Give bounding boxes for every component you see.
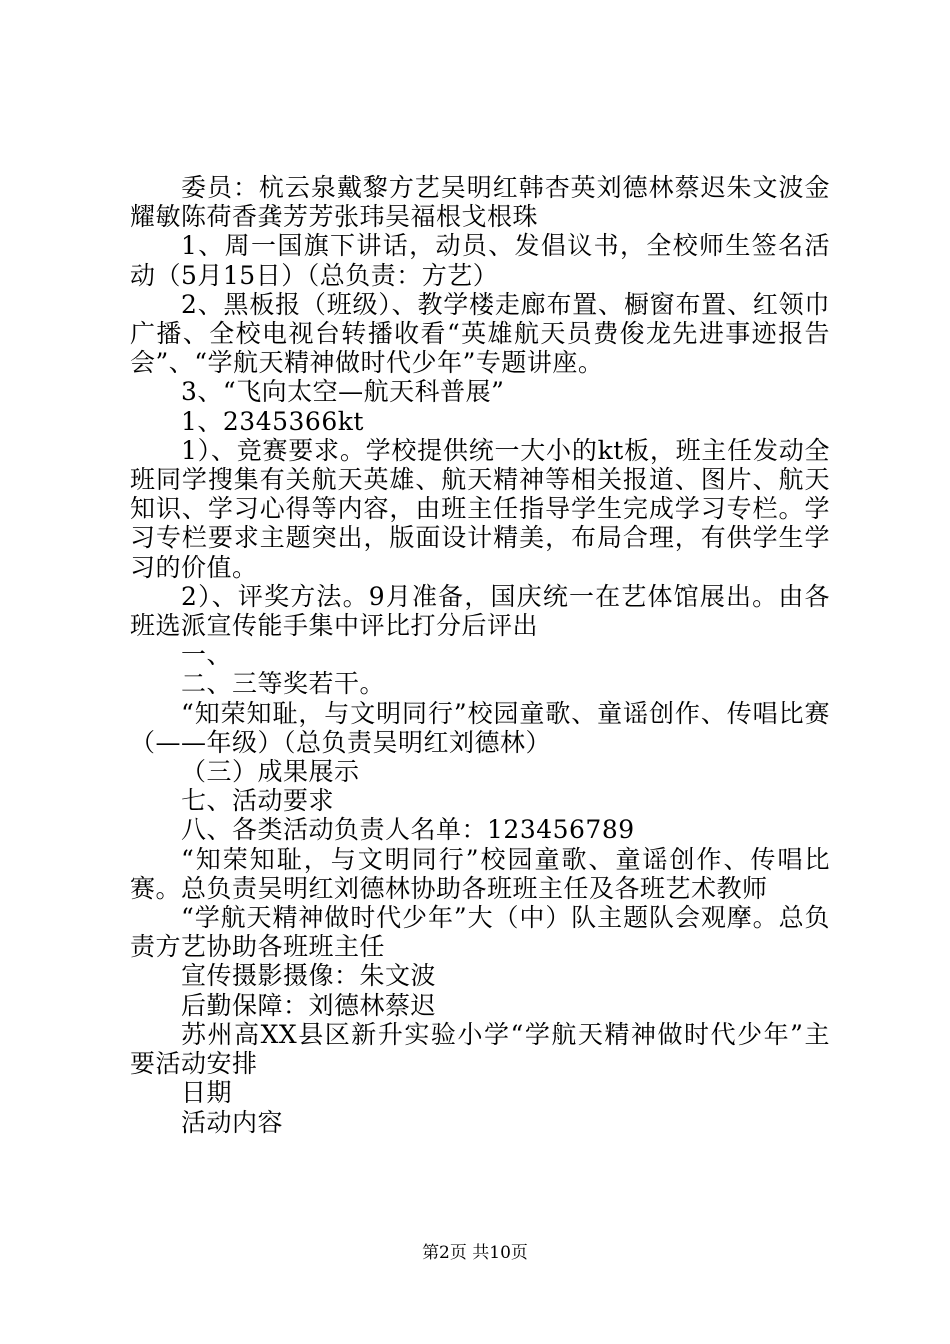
paragraph-activity-content-heading: 活动内容 — [181, 1107, 284, 1137]
paragraph-item-3: 3、“飞向太空—航天科普展” — [181, 377, 505, 407]
paragraph-date-heading: 日期 — [181, 1078, 233, 1108]
paragraph-activity-requirements: 七、活动要求 — [181, 786, 335, 816]
document-body — [130, 173, 830, 1137]
paragraph-song-contest-responsible: “知荣知耻，与文明同行”校园童歌、童谣创作、传唱比赛。总负责吴明红刘德林协助各班班主任及各班艺术教师 — [130, 844, 830, 903]
paragraph-first: 一、 — [181, 640, 233, 670]
paragraph-item-1: 1、周一国旗下讲话，动员、发倡议书，全校师生签名活动（5月15日）（总负责：方艺） — [130, 231, 830, 290]
paragraph-award-method: 2）、评奖方法。9月准备，国庆统一在艺体馆展出。由各班选派宣传能手集中评比打分后评出 — [130, 581, 830, 641]
paragraph-responsible-list: 八、各类活动负责人名单：123456789 — [181, 815, 635, 845]
paragraph-committee: 委员：杭云泉戴黎方艺吴明红韩杏英刘德林蔡迟朱文波金耀敏陈荷香龚芳芳张玮吴福根戈根珠 — [130, 173, 830, 232]
paragraph-results-display: （三）成果展示 — [181, 757, 360, 787]
paragraph-kt: 1、2345366kt — [181, 406, 364, 436]
paragraph-schedule-title: 苏州高XX县区新升实验小学“学航天精神做时代少年”主要活动安排 — [130, 1019, 830, 1079]
paragraph-competition-requirements: 1）、竞赛要求。学校提供统一大小的kt板，班主任发动全班同学搜集有关航天英雄、航天精神等相关报道、图片、航天知识、学习心得等内容，由班主任指导学生完成学习专栏。学习专栏要求主题突出，版面设计精美，布局合理，有供学生学习的价值。 — [130, 435, 830, 582]
paragraph-song-contest: “知荣知耻，与文明同行”校园童歌、童谣创作、传唱比赛（——年级）（总负责吴明红刘德林） — [130, 698, 830, 757]
paragraph-team-meeting: “学航天精神做时代少年”大（中）队主题队会观摩。总负责方艺协助各班班主任 — [130, 903, 830, 962]
paragraph-second-third-prizes: 二、三等奖若干。 — [181, 669, 386, 699]
paragraph-photography: 宣传摄影摄像：朱文波 — [181, 961, 437, 991]
paragraph-item-2: 2、黑板报（班级）、教学楼走廊布置、橱窗布置、红领巾广播、全校电视台转播收看“英雄航天员费俊龙先进事迹报告会”、“学航天精神做时代少年”专题讲座。 — [130, 289, 830, 378]
paragraph-logistics: 后勤保障：刘德林蔡迟 — [181, 990, 437, 1020]
page-number-footer: 第2页 共10页 — [422, 1243, 528, 1263]
